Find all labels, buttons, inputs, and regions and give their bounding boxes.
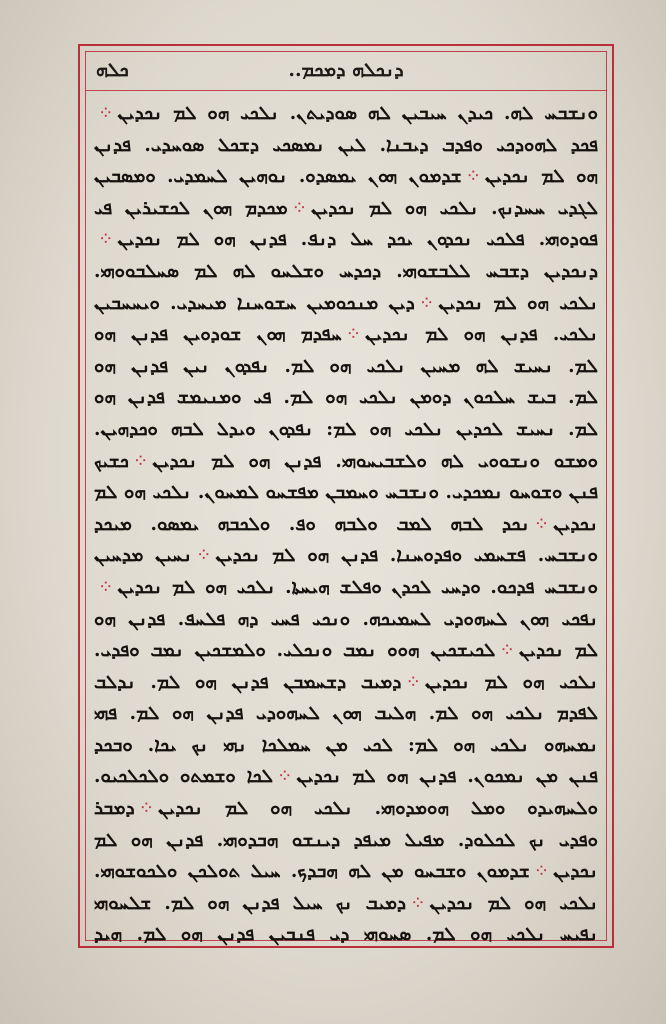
line-text: ܢܠܟܝ ܗܘ ܠܡ ܢܟܕܝܢ <box>438 292 598 314</box>
text-line <box>94 761 598 793</box>
text-line <box>94 288 598 320</box>
text-line <box>94 351 598 383</box>
red-separator-mark: ⁘ <box>276 766 293 788</box>
text-line <box>94 667 598 699</box>
red-separator-mark: ⁘ <box>465 166 482 188</box>
text-line <box>94 98 598 130</box>
line-text: ܦܢܢ ܘܫܘܚܘ ܢܡܟܕܝ. ܘܢܫܒܚ ܘܚܡܒܢ ܡܦܫܚܘ ܠܡܚܘܢ. ܢܠܟܝ ܗܘ ܠܡ <box>94 482 598 504</box>
page-header <box>86 52 606 91</box>
red-separator-mark: ⁘ <box>345 324 362 346</box>
line-text: ܕܢܟܕܝܢ ܕܫܒܚ ܠܠܒܫܘܗܝ. ܕܟܕܚ ܘܫܠܚܘ ܠܗ ܠܡ ܣܚܠܒܘܘܗܝ. <box>94 260 598 282</box>
text-line <box>94 193 598 225</box>
red-separator-mark: ⁘ <box>499 640 515 662</box>
red-separator-mark: ⁘ <box>98 103 114 124</box>
line-text: ܢܦܝܚ ܢܠܟܝ ܗܘ ܠܡ. ܣܚܘܗܝ ܕܝ ܦܢܒܝܢ ܦܕܢܢ ܗܘ ܠܡ. ܗܝܕ <box>94 924 598 946</box>
line-text-continued: ܠܟܐ ܘܫܡܬܘ ܘܠܟܠܟܝܘ. <box>94 766 273 788</box>
line-text: ܘܢܫܒܚ. ܦܫܚܡܝ ܘܦܕܘܚܢܐ. ܦܕܢܢ ܗܘ ܠܡ ܢܟܕܝܢ <box>215 545 598 567</box>
line-text: ܠܓܕܝ ܚܚܕܢܟ. ܢܠܟܝ ܗܘ ܠܡ ܢܟܕܝܢ <box>311 197 598 219</box>
line-text: ܢܠܟܝ. ܦܕܢܢ ܗܘ ܠܡ ܢܟܕܝܢ <box>365 324 598 346</box>
text-line <box>94 919 598 951</box>
line-text: ܦܢܢ ܡܢ ܢܡܟܘܢ. ܦܕܢܢ ܗܘ ܠܡ ܢܟܕܝܢ <box>296 766 598 788</box>
line-text: ܢܟܕܝܢ <box>553 861 598 883</box>
line-text: ܘܡܫܘ ܘܢܫܘܘܝ ܠܗ ܘܠܫܒܝܚܘܗܝ. ܦܕܢܢ ܗܘ ܠܡ ܢܟܕܝܢ <box>152 450 598 472</box>
line-text-continued: ܫܕܡܘܢ ܗܘܢ ܝܡܣܕܘ. ܢܘܗܝܢ ܠܚܡܕܝ. ܘܡܣܒܝܢ <box>94 166 462 188</box>
page-number: ܟܠܗ <box>96 59 129 81</box>
text-line <box>94 477 598 509</box>
text-line <box>94 635 598 667</box>
line-text: ܢܠܟܝ ܗܘ ܠܡ ܢܟܕܝܢ <box>429 892 598 914</box>
line-text: ܠܡ. ܢܚܝܫ ܠܗ ܡܚܝܢ ܢܠܟܝ ܗܘ ܠܡ. ܢܦܕܘܢ ܢܝܢ ܦܕܢܢ ܗܘ <box>94 355 598 377</box>
text-line <box>94 414 598 446</box>
line-text: ܢܦܟܝ ܗܘܢ ܠܚܗܘܕܝ ܠܚܡܝܟܗ. ܘܢܟܝ ܦܚܝ ܕܗ ܦܠܚܦ. ܦܕܢܢ ܗܘ <box>94 608 598 630</box>
line-text: ܠܡ. ܒܝܫ ܚܠܟܘܢ ܕܘܡܢ ܢܠܟܝ ܗܘ ܠܡ. ܦܝ ܘܡܢܝܡܫ ܦܕܢܢ ܗܘ <box>94 387 598 409</box>
text-line <box>94 130 598 162</box>
line-text-continued: ܕܡܒܪ <box>94 798 135 820</box>
book-page <box>78 44 614 948</box>
line-text: ܦܘܕܘܗܝ. ܦܠܟܝ ܢܟܕܘܢ ܝܟܕ ܚܠ ܕܢܦ. ܦܕܢܢ ܗܘ ܠܡ ܢܟܕܝܢ <box>117 229 598 251</box>
line-text: ܠܡ ܢܟܕܝܢ <box>518 640 598 662</box>
text-line <box>94 446 598 478</box>
line-text-continued: ܚܦܕܡ ܗܘܢ ܫܘܕܘܝܢ ܦܕܢܢ ܗܘ <box>94 324 342 346</box>
line-text: ܘܦܕܝ ܢܟ ܠܟܠܘܕ. ܡܦܝܠ ܡܝܦܕ ܕܝܢܫܘ ܗܒܕܘܗܝ. ܦܕܢܢ ܗܘ ܠܡ <box>94 829 598 851</box>
line-text: ܘܠܚܗܝܕܘ ܘܡܠ ܗܘܡܕܘܗܝ. ܢܠܟܝ ܗܘ ܠܡ ܢܟܕܝܢ <box>158 798 598 820</box>
line-text-continued: ܠܟܝܫܟܝܢ ܗܘܘ ܢܡܒ ܘܢܟܠܝ. ܘܠܡܫܟܝܢ ܢܡܒ ܘܦܕܝ. <box>94 640 496 662</box>
text-line <box>94 856 598 888</box>
red-separator-mark: ⁘ <box>98 576 114 598</box>
text-line <box>94 256 598 288</box>
text-line <box>94 698 598 730</box>
text-line <box>94 888 598 920</box>
line-text: ܘܢܫܒܚ ܦܕܟܘ. ܘܕܚܝ ܠܟܕܢ ܘܦܠܫ ܗܝܚܬܐ. ܢܠܟܝ ܗܘ ܠܡ ܢܟܕܝܢ <box>117 576 598 598</box>
syriac-text-body <box>94 98 598 946</box>
line-text-continued: ܕܡܝܒ ܢܟ ܚܝܠ ܦܕܢܢ ܗܘ ܠܡ. ܫܠܚܘܗܝ <box>94 892 407 914</box>
line-text: ܠܦܕܡ ܢܠܟܝ ܗܘ ܠܡ. ܗܠܝܒ ܗܘܢ ܠܚܗܘܕܝ ܦܕܢܢ ܗܘ ܠܡ. ܦܗܝ <box>94 703 598 725</box>
red-separator-mark: ⁘ <box>98 229 114 251</box>
line-text-continued: ܢܚܝܢ ܡܕܚܝܢ <box>94 545 192 567</box>
line-text: ܢܟܕܝܢ <box>553 513 598 535</box>
text-line <box>94 509 598 541</box>
red-separator-mark: ⁘ <box>533 513 550 535</box>
line-text-continued: ܕܡܝܒ ܕܫܚܡܒܢ ܦܕܢܢ ܗܘ ܠܡ. ܢܕܠܒ <box>94 671 402 693</box>
line-text-continued: ܫܕܡܘܢ ܘܫܒܚܘ ܡܢ ܠܗ ܗܒܕܟ. ܚܝܠ ܬܘܠܟܢ ܘܠܟܘܫܘܗܝ. <box>94 861 530 883</box>
line-text: ܦܟܕ ܠܗܘܕܟܝ ܘܦܕܒ ܕܝܒܢܐ. ܠܝܢ ܢܡܣܟܝ ܕܫܟܠ ܣܘܚܕܝ. ܦܕܢܢ <box>94 134 598 156</box>
line-text-continued: ܟܫܝܟ <box>94 450 129 472</box>
red-separator-mark: ⁘ <box>418 292 435 314</box>
line-text: ܘܢܫܒܚ ܠܗ. ܟܝܕܢ ܚܝܒܝܢ ܠܗ ܣܘܕܝܬܢ. ܢܠܟܝ ܗܘ ܠܡ ܢܟܕܝܢ <box>117 103 598 124</box>
text-line <box>94 540 598 572</box>
red-separator-mark: ⁘ <box>138 798 155 820</box>
text-line <box>94 224 598 256</box>
red-separator-mark: ⁘ <box>533 861 550 883</box>
text-line <box>94 604 598 636</box>
page-inner-frame <box>85 51 607 946</box>
text-line <box>94 730 598 762</box>
text-line <box>94 825 598 857</box>
text-line <box>94 572 598 604</box>
red-separator-mark: ⁘ <box>410 892 426 914</box>
red-separator-mark: ⁘ <box>195 545 212 567</box>
running-title: ܕܢܟܠܗ ܕܡܟܡ.. <box>288 59 404 81</box>
line-text: ܠܡ. ܢܚܝܫ ܠܟܕܝܢ ܢܠܟܝ ܗܘ ܠܡ: ܢܦܕܘܢ ܘܝܕܠ ܠܒܗ ܘܟܕܗܝܢ. <box>94 418 598 440</box>
line-text-continued: ܡܟܕܡ ܗܘܢ ܠܟܫܝܪܝܢ ܦܝ <box>94 197 288 219</box>
text-line <box>94 793 598 825</box>
line-text-continued: ܕܝܢ ܡܢܟܘܡܝܢ ܚܫܘܚܢܐ ܡܝܚܕܝ. ܘܝܚܚܒܝܢ <box>94 292 415 314</box>
line-text: ܢܡܚܗܘ ܢܠܟܝ ܗܘ ܠܡ: ܠܟܝ ܡܢ ܚܡܠܟܐ ܢܗܝ ܢܟ ܝܟܐ. ܘܒܟܕ <box>94 734 598 756</box>
text-line <box>94 161 598 193</box>
red-separator-mark: ⁘ <box>405 671 421 693</box>
red-separator-mark: ⁘ <box>132 450 149 472</box>
text-line <box>94 319 598 351</box>
line-text: ܢܠܟܝ ܗܘ ܠܡ ܢܟܕܝܢ <box>424 671 598 693</box>
line-text-continued: ܢܟܕ ܠܒܗ ܠܡܒ ܘܠܒܗ ܘܦ. ܘܠܟܒܗ ܝܡܣܘ. ܡܝܟܕ <box>94 513 530 535</box>
text-line <box>94 382 598 414</box>
red-separator-mark: ⁘ <box>291 197 308 219</box>
line-text: ܗܘ ܠܡ ܢܟܕܝܢ <box>485 166 598 188</box>
